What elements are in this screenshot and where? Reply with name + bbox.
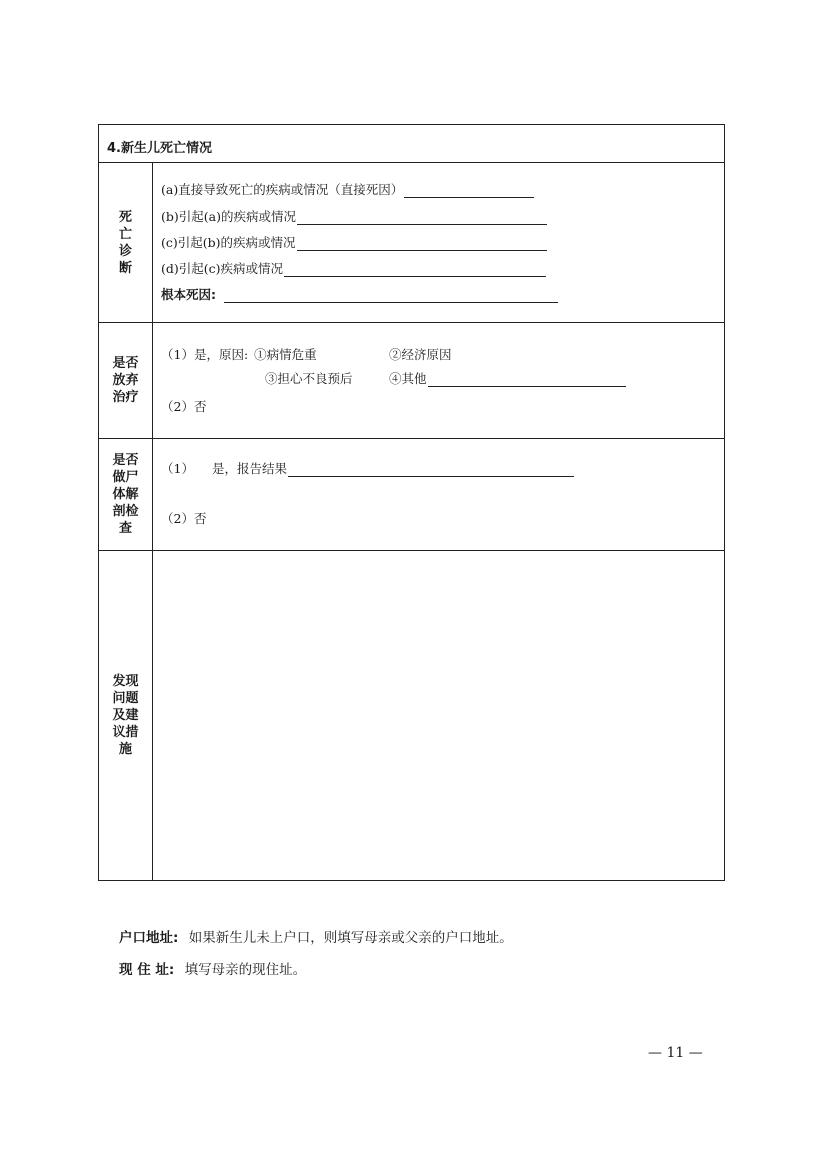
findings-content-area[interactable] xyxy=(153,551,724,880)
abandon-yes-line xyxy=(161,345,317,363)
death-diagnosis-label: 死亡诊断 xyxy=(118,209,132,276)
abandon-treatment-label-cell xyxy=(99,323,153,438)
note-registered-text: 如果新生儿未上户口，则填写母亲或父亲的户口地址。 xyxy=(188,930,513,946)
autopsy-label: 是否做尸体解剖检查 xyxy=(112,453,139,536)
autopsy-yes-num: （1） xyxy=(161,461,194,476)
autopsy-label-cell xyxy=(99,439,153,550)
reason-economic[interactable] xyxy=(389,345,452,363)
diagnosis-item-c-field[interactable] xyxy=(297,236,547,251)
autopsy-no-text: （2）否 xyxy=(161,511,207,526)
diagnosis-item-c xyxy=(161,233,547,251)
diagnosis-item-b-text: (b)引起(a)的疾病或情况 xyxy=(161,209,296,224)
reason-other-field[interactable] xyxy=(428,372,626,387)
section-title-row xyxy=(99,125,724,162)
note-registered-key: 户口地址: xyxy=(119,930,179,946)
autopsy-row xyxy=(99,438,724,550)
reason-other xyxy=(389,369,626,387)
reason-other-text: ④其他 xyxy=(389,371,427,386)
diagnosis-item-b-field[interactable] xyxy=(297,210,547,225)
abandon-yes-prefix: （1）是，原因: xyxy=(161,347,249,362)
note-current-address xyxy=(119,958,306,978)
page-number: — 11 — xyxy=(648,1045,703,1061)
findings-label: 发现问题及建议措施 xyxy=(112,674,139,757)
abandon-treatment-label: 是否放弃治疗 xyxy=(112,356,139,405)
reason-economic-text: ②经济原因 xyxy=(389,347,452,362)
note-registered-address xyxy=(119,926,513,946)
abandon-treatment-content xyxy=(153,323,724,438)
abandon-no-text: （2）否 xyxy=(161,399,207,414)
reason-critical[interactable]: ①病情危重 xyxy=(254,347,317,362)
autopsy-content xyxy=(153,439,724,550)
root-cause-label: 根本死因: xyxy=(161,287,216,302)
reason-prognosis[interactable] xyxy=(265,369,353,387)
diagnosis-item-b xyxy=(161,207,547,225)
autopsy-yes-line xyxy=(161,459,574,477)
death-diagnosis-content xyxy=(153,163,724,322)
note-current-key: 现 住 址: xyxy=(119,962,175,978)
death-diagnosis-label-cell xyxy=(99,163,153,322)
diagnosis-item-a-text: (a)直接导致死亡的疾病或情况（直接死因） xyxy=(161,182,404,197)
diagnosis-item-d-text: (d)引起(c)疾病或情况 xyxy=(161,261,284,276)
diagnosis-item-c-text: (c)引起(b)的疾病或情况 xyxy=(161,235,296,250)
abandon-no-line[interactable] xyxy=(161,397,206,415)
findings-row xyxy=(99,550,724,880)
death-diagnosis-row xyxy=(99,162,724,322)
findings-label-cell xyxy=(99,551,153,880)
abandon-treatment-row xyxy=(99,322,724,438)
diagnosis-item-d xyxy=(161,259,546,277)
death-form-table xyxy=(98,124,725,881)
diagnosis-item-d-field[interactable] xyxy=(284,262,546,277)
reason-prognosis-text: ③担心不良预后 xyxy=(265,371,353,386)
diagnosis-item-a-field[interactable] xyxy=(404,183,534,198)
diagnosis-item-a xyxy=(161,180,534,198)
root-cause xyxy=(161,285,558,303)
autopsy-result-field[interactable] xyxy=(288,462,574,477)
root-cause-field[interactable] xyxy=(224,288,558,303)
section-title: 4.新生儿死亡情况 xyxy=(107,141,212,156)
autopsy-no-line[interactable] xyxy=(161,509,206,527)
note-current-text: 填写母亲的现住址。 xyxy=(184,962,307,978)
autopsy-yes-text: 是，报告结果 xyxy=(211,461,287,476)
